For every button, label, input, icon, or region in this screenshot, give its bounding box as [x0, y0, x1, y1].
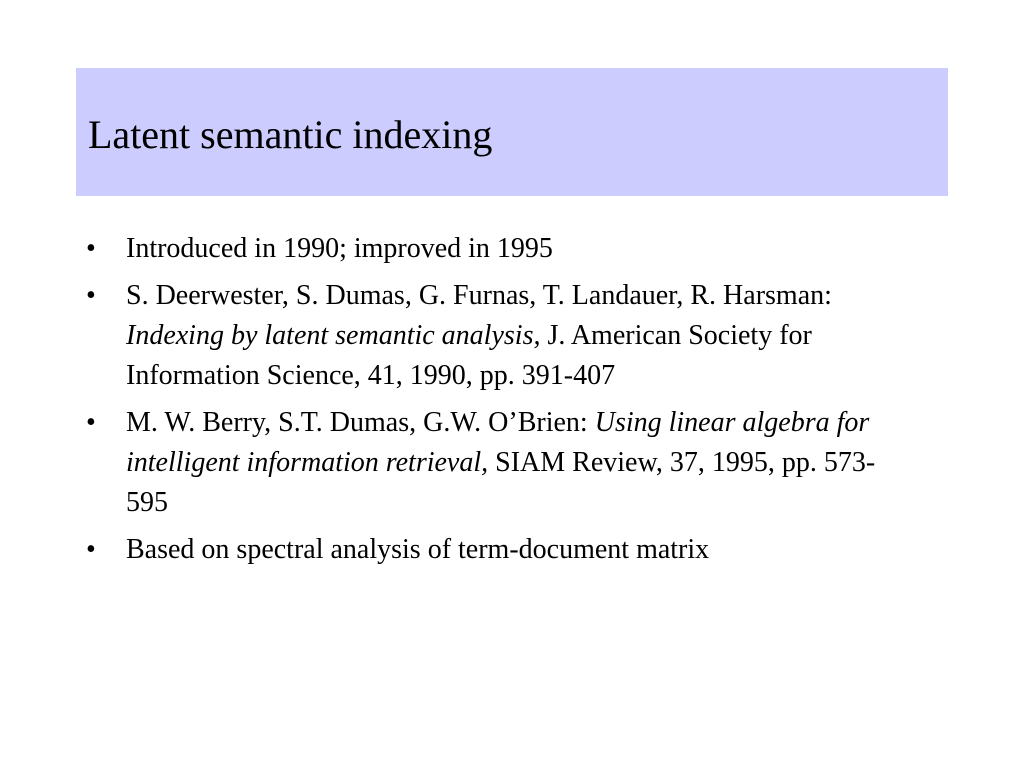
bullet-list	[86, 229, 916, 577]
slide-title: Latent semantic indexing	[88, 112, 493, 157]
bullet-text: M. W. Berry, S.T. Dumas, G.W. O’Brien:	[126, 407, 595, 438]
bullet-text: S. Deerwester, S. Dumas, G. Furnas, T. Landauer, R. Harsman:	[126, 280, 832, 311]
title-bar	[76, 68, 948, 196]
list-item	[86, 276, 916, 396]
list-item	[86, 229, 916, 269]
bullet-marker: •	[86, 534, 96, 565]
bullet-marker: •	[86, 233, 96, 264]
list-item	[86, 530, 916, 570]
bullet-text: Introduced in 1990; improved in 1995	[126, 233, 553, 264]
citation-title: Indexing by latent semantic analysis,	[126, 320, 541, 351]
bullet-text: Based on spectral analysis of term-document matrix	[126, 534, 710, 565]
bullet-marker: •	[86, 407, 96, 438]
list-item	[86, 403, 916, 523]
bullet-text-after: SIAM Review, 37, 1995, pp. 573-595	[126, 447, 876, 518]
bullet-marker: •	[86, 280, 96, 311]
citation-title: Using linear algebra for intelligent information retrieval,	[126, 407, 870, 478]
bullet-text-after: J. American Society for Information Science, 41, 1990, pp. 391-407	[126, 320, 812, 391]
